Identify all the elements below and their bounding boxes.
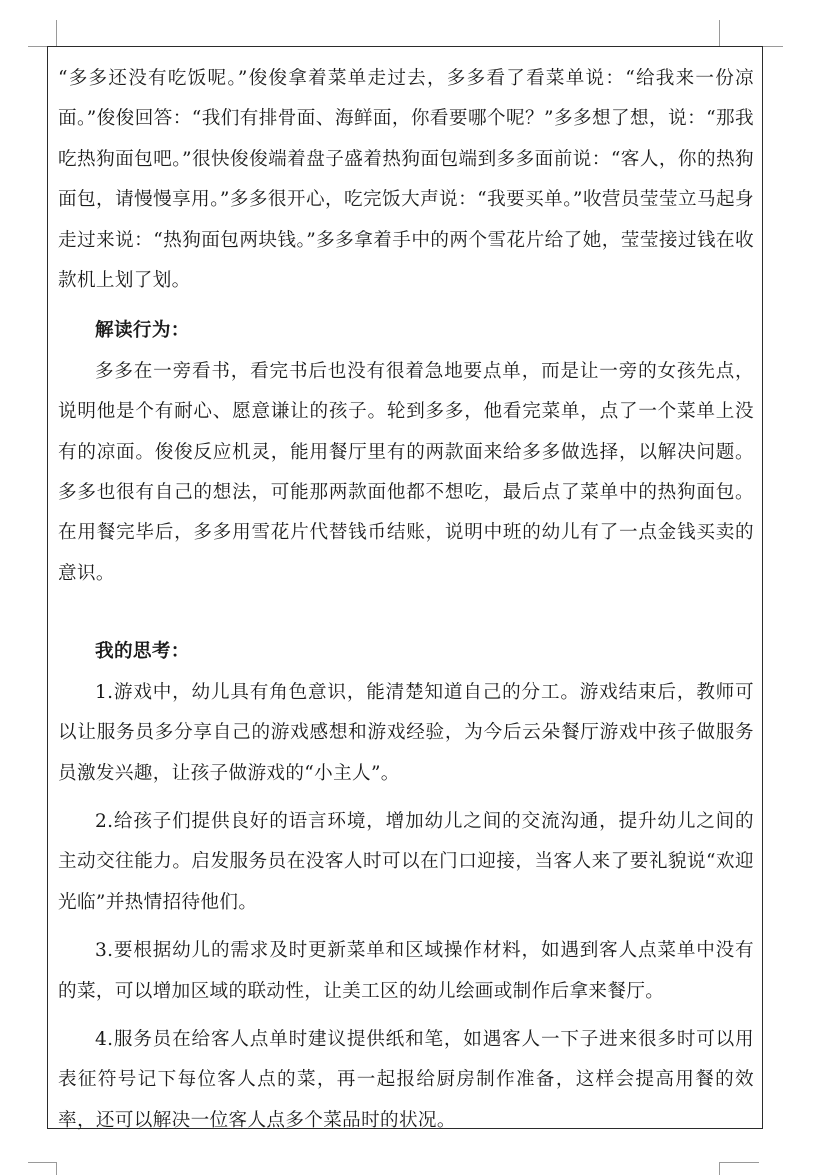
crop-mark-top-left-v <box>56 20 57 46</box>
spacer <box>58 594 754 630</box>
crop-mark-bottom-left-h <box>28 1162 57 1163</box>
spacer <box>58 794 754 802</box>
spacer <box>58 301 754 309</box>
thinking-heading: 我的思考： <box>95 641 190 663</box>
thinking-item-1: 1.游戏中，幼儿具有角色意识，能清楚知道自己的分工。游戏结束后，教师可以让服务员多分享自己的游戏感想和游戏经验，为今后云朵餐厅游戏中孩子做服务员激发兴趣，让孩子做游戏的“小主人”。 <box>58 681 754 784</box>
crop-mark-bottom-right-v <box>719 1162 720 1175</box>
thinking-item-4: 4.服务员在给客人点单时建议提供纸和笔，如遇客人一下子进来很多时可以用表征符号记下每位客人点的菜，再一起报给厨房制作准备，这样会提高用餐的效率，还可以解决一位客人点多个菜品时的状况。 <box>58 1028 754 1131</box>
story-paragraph: “多多还没有吃饭呢。”俊俊拿着菜单走过去，多多看了看菜单说：“给我来一份凉面。”俊俊回答：“我们有排骨面、海鲜面，你看要哪个呢？”多多想了想，说：“那我吃热狗面包吧。”很快俊俊端着盘子盛着热狗面包端到多多面前说：“客人，你的热狗面包，请慢慢享用。”多多很开心，吃完饭大声说：“我要买单。”收营员莹莹立马起身走过来说：“热狗面包两块钱。”多多拿着手中的两个雪花片给了她，莹莹接过钱在收款机上划了划。 <box>58 68 754 292</box>
thinking-item-2: 2.给孩子们提供良好的语言环境，增加幼儿之间的交流沟通，提升幼儿之间的主动交往能力。启发服务员在没客人时可以在门口迎接，当客人来了要礼貌说“欢迎光临”并热情招待他们。 <box>58 810 754 913</box>
spacer <box>58 1012 754 1020</box>
crop-mark-top-left-h <box>28 46 47 47</box>
document-table-cell <box>47 46 763 1129</box>
crop-mark-top-right-v <box>719 20 720 46</box>
spacer <box>58 923 754 931</box>
crop-mark-bottom-right-h <box>719 1162 759 1163</box>
interpretation-paragraph: 多多在一旁看书，看完书后也没有很着急地要点单，而是让一旁的女孩先点，说明他是个有耐心、愿意谦让的孩子。轮到多多，他看完菜单，点了一个菜单上没有的凉面。俊俊反应机灵，能用餐厅里有的两款面来给多多做选择，以解决问题。多多也很有自己的想法，可能那两款面他都不想吃，最后点了菜单中的热狗面包。在用餐完毕后，多多用雪花片代替钱币结账，说明中班的幼儿有了一点金钱买卖的意识。 <box>58 360 754 584</box>
crop-mark-top-right-h <box>763 46 783 47</box>
interpretation-heading: 解读行为： <box>95 320 190 342</box>
thinking-item-3: 3.要根据幼儿的需求及时更新菜单和区域操作材料，如遇到客人点菜单中没有的菜，可以增加区域的联动性，让美工区的幼儿绘画或制作后拿来餐厅。 <box>58 940 754 1002</box>
crop-mark-bottom-left-v <box>56 1162 57 1175</box>
document-content <box>58 59 754 1141</box>
